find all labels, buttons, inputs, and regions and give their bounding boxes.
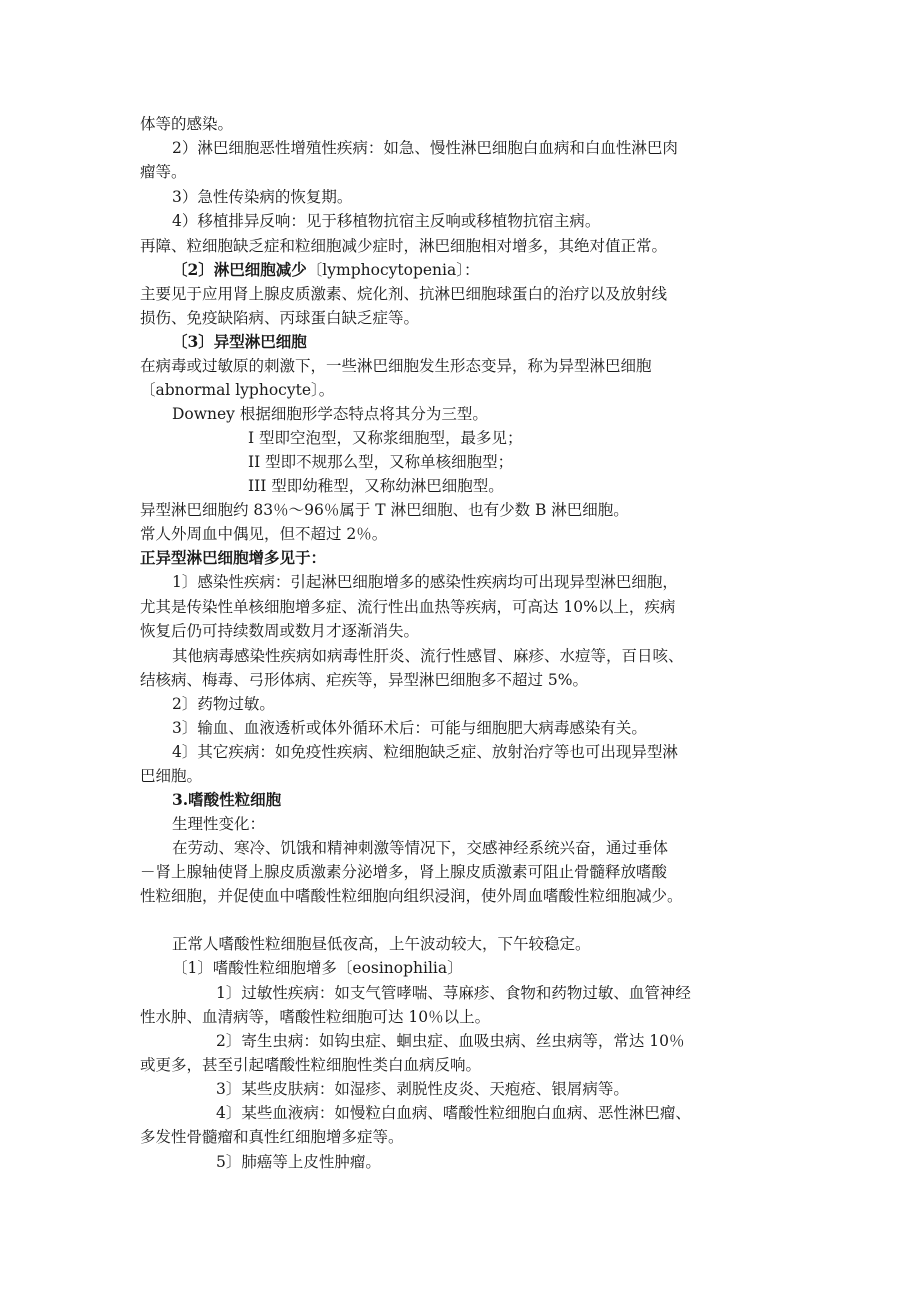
text-line: 巴细胞。: [140, 767, 203, 785]
text-line: 体等的感染。: [140, 115, 234, 133]
text-line: 结核病、梅毒、弓形体病、疟疾等，异型淋巴细胞多不超过 5%。: [140, 671, 589, 689]
text-line: 生理性变化：: [172, 815, 266, 833]
text-line: 2〕寄生虫病：如钩虫症、蛔虫症、血吸虫病、丝虫病等，常达 10％: [216, 1032, 685, 1050]
text-line: 常人外周血中偶见，但不超过 2％。: [140, 525, 388, 543]
text-line: 异型淋巴细胞约 83％～96％属于 T 淋巴细胞、也有少数 B 淋巴细胞。: [140, 501, 629, 519]
text-line: 正常人嗜酸性粒细胞昼低夜高，上午波动较大，下午较稳定。: [172, 935, 591, 953]
heading-text: 〔2〕淋巴细胞减少: [172, 260, 307, 279]
text-line: 3〕输血、血液透析或体外循环术后：可能与细胞肥大病毒感染有关。: [172, 719, 647, 737]
text-line: 2）淋巴细胞恶性增殖性疾病：如急、慢性淋巴细胞白血病和白血性淋巴肉: [172, 139, 678, 157]
text-line: 5〕肺癌等上皮性肿瘤。: [216, 1153, 381, 1171]
text-line: 3〕某些皮肤病：如湿疹、剥脱性皮炎、天疱疮、银屑病等。: [216, 1080, 629, 1098]
text-line: 4〕某些血液病：如慢粒白血病、嗜酸性粒细胞白血病、恶性淋巴瘤、: [216, 1104, 691, 1122]
text-line: 1〕感染性疾病：引起淋巴细胞增多的感染性疾病均可出现异型淋巴细胞，: [172, 573, 678, 591]
text-line: III 型即幼稚型，又称幼淋巴细胞型。: [248, 477, 504, 495]
text-line: 主要见于应用肾上腺皮质激素、烷化剂、抗淋巴细胞球蛋白的治疗以及放射线: [140, 285, 668, 303]
section-heading: 3.嗜酸性粒细胞: [172, 790, 282, 809]
text-line: 其他病毒感染性疾病如病毒性肝炎、流行性感冒、麻疹、水痘等，百日咳、: [172, 647, 684, 665]
section-heading: 〔3〕异型淋巴细胞: [172, 332, 307, 351]
text-line: 〔abnormal lyphocyte〕。: [140, 381, 335, 399]
text-line: 在病毒或过敏原的刺激下，一些淋巴细胞发生形态变异，称为异型淋巴细胞: [140, 357, 652, 375]
text-line: 尤其是传染性单核细胞增多症、流行性出血热等疾病，可高达 10%以上，疾病: [140, 598, 676, 616]
section-heading: 正异型淋巴细胞增多见于：: [140, 548, 327, 567]
text-line: 2〕药物过敏。: [172, 695, 275, 713]
text-line: 多发性骨髓瘤和真性红细胞增多症等。: [140, 1128, 404, 1146]
sub-heading: 〔1〕嗜酸性粒细胞增多〔eosinophilia〕: [172, 959, 463, 977]
text-line: 性粒细胞，并促使血中嗜酸性粒细胞向组织浸润，使外周血嗜酸性粒细胞减少。: [140, 887, 683, 905]
heading-term: 〔lymphocytopenia〕：: [306, 261, 480, 279]
text-line: －肾上腺轴使肾上腺皮质激素分泌增多，肾上腺皮质激素可阻止骨髓释放嗜酸: [140, 863, 668, 881]
text-line: 1〕过敏性疾病：如支气管哮喘、荨麻疹、食物和药物过敏、血管神经: [216, 984, 691, 1002]
text-line: 或更多，甚至引起嗜酸性粒细胞性类白血病反响。: [140, 1056, 482, 1074]
text-line: 3）急性传染病的恢复期。: [172, 188, 353, 206]
text-line: 瘤等。: [140, 163, 187, 181]
text-line: Downey 根据细胞形学态特点将其分为三型。: [172, 405, 488, 423]
text-line: 恢复后仍可持续数周或数月才逐渐消失。: [140, 622, 420, 640]
text-line: I 型即空泡型，又称浆细胞型，最多见；: [248, 429, 523, 447]
text-line: 性水肿、血清病等，嗜酸性粒细胞可达 10％以上。: [140, 1008, 491, 1026]
text-line: II 型即不规那么型，又称单核细胞型；: [248, 453, 514, 471]
text-line: 4〕其它疾病：如免疫性疾病、粒细胞缺乏症、放射治疗等也可出现异型淋: [172, 743, 678, 761]
text-line: 再障、粒细胞缺乏症和粒细胞减少症时，淋巴细胞相对增多，其绝对值正常。: [140, 237, 668, 255]
text-line: 在劳动、寒冷、饥饿和精神刺激等情况下，交感神经系统兴奋，通过垂体: [172, 839, 669, 857]
section-heading: [172, 259, 479, 281]
text-line: 4）移植排异反响：见于移植物抗宿主反响或移植物抗宿主病。: [172, 212, 601, 230]
text-line: 损伤、免疫缺陷病、丙球蛋白缺乏症等。: [140, 309, 420, 327]
